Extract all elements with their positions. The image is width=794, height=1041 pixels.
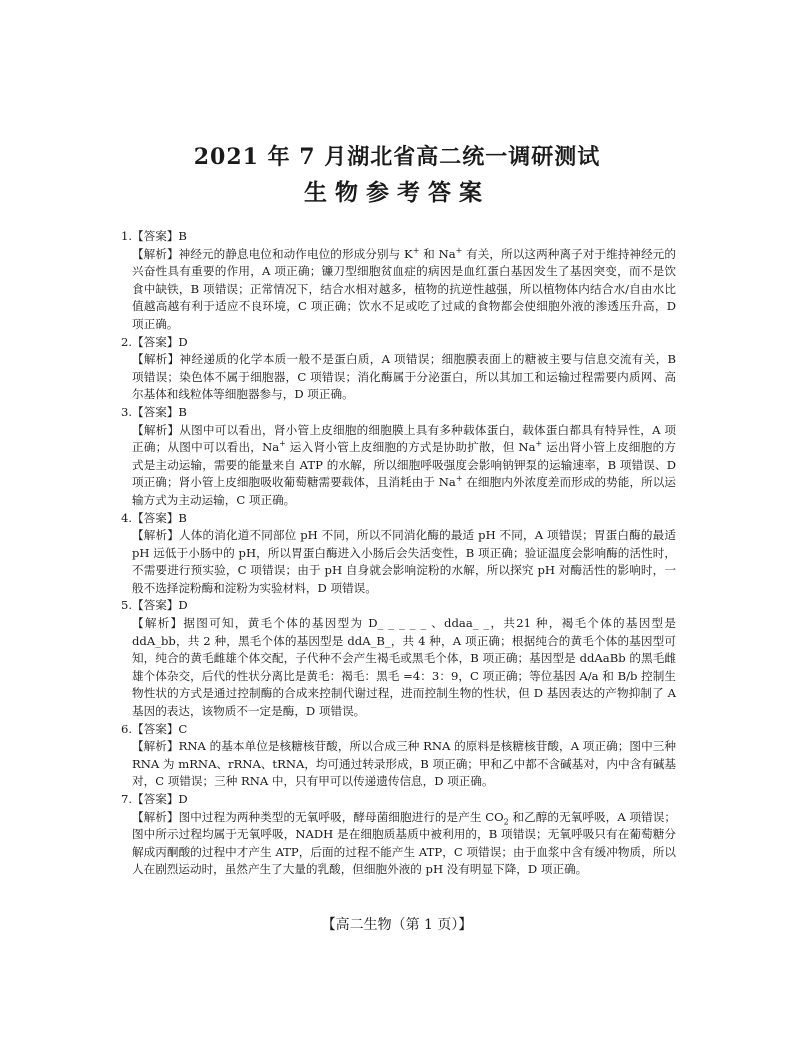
explanation: 【解析】人体的消化道不同部位 pH 不同，所以不同消化酶的最适 pH 不同，A 项错误；胃蛋白酶的最适 pH 远低于小肠中的 pH，所以胃蛋白酶进入小肠后会失活变性，B 项正确；验证温度会影响酶的活性时，不需要进行预实验，C 项错误；由于 pH 自身就会影响淀粉的水解，所以探究 pH 对酶活性的影响时，一般不选择淀粉酶和淀粉为实验材料，D 项错误。: [132, 528, 676, 595]
answer-line: 7.【答案】D: [121, 792, 188, 806]
answers-list: [121, 228, 676, 879]
answer-line: 1.【答案】B: [121, 229, 187, 243]
answer-line: 4.【答案】B: [121, 510, 187, 525]
question-2: [121, 334, 676, 404]
question-6: [121, 721, 676, 791]
answer-line: 2.【答案】D: [121, 334, 188, 349]
explanation: 【解析】神经元的静息电位和动作电位的形成分别与 K+ 和 Na+ 有关，所以这两种离子对于维持神经元的兴奋性具有重要的作用，A 项正确；镰刀型细胞贫血症的病因是血红蛋白基因发生了基因突变，而不是饮食中缺铁，B 项错误；正常情况下，结合水相对越多，植物的抗逆性越强，所以植物体内结合水/自由水比值越高越有利于适应不良环境，C 项正确；饮水不足或吃了过咸的食物都会使细胞外液的渗透压升高，D 项正确。: [132, 245, 676, 331]
question-7: [121, 791, 676, 879]
answer-line: 5.【答案】D: [121, 598, 188, 613]
page-footer: 【高二生物（第 1 页）】: [321, 917, 473, 933]
question-1: [121, 228, 676, 334]
explanation: 【解析】据图可知，黄毛个体的基因型为 D_ _ _ _ _ 、ddaa_ _，共21 种，褐毛个体的基因型是 ddA_bb，共 2 种，黑毛个体的基因型是 ddA_B_，共 4 种，A 项正确；根据纯合的黄毛个体的基因型可知，纯合的黄毛雌雄个体交配，子代种不会产生褐毛或黑毛个体，B 项正确；基因型是 ddAaBb 的黑毛雌雄个体杂交，后代的性状分离比是黄毛：褐毛：黑毛 =4：3：9，C 项正确；等位基因 A/a 和 B/b 控制生物性状的方式是通过控制酶的合成来控制代谢过程，进而控制生物的性状，但 D 基因表达的产物抑制了 A 基因的表达，该物质不一定是酶，D 项错误。: [132, 616, 676, 719]
explanation: 【解析】神经递质的化学本质一般不是蛋白质，A 项错误；细胞膜表面上的糖被主要与信息交流有关，B 项错误；染色体不属于细胞器，C 项错误；消化酶属于分泌蛋白，所以其加工和运输过程需要内质网、高尔基体和线粒体等细胞器参与，D 项正确。: [132, 352, 676, 402]
page-subtitle: 生物参考答案: [304, 179, 490, 206]
question-4: [121, 510, 676, 598]
question-5: [121, 597, 676, 720]
explanation: 【解析】图中过程为两种类型的无氧呼吸，酵母菌细胞进行的是产生 $CO_2$ 和乙醇的无氧呼吸，A 项错误；图中所示过程均属于无氧呼吸，NADH 是在细胞质基质中被利用的，B 项错误；无氧呼吸只有在葡萄糖分解成丙酮酸的过程中才产生 ATP，后面的过程不能产生 ATP，C 项错误；由于血浆中含有缓冲物质，所以人在剧烈运动时，虽然产生了大量的乳酸，但细胞外液的 pH 没有明显下降，D 项正确。: [132, 809, 676, 877]
answer-line: 6.【答案】C: [121, 721, 188, 736]
explanation: 【解析】从图中可以看出，肾小管上皮细胞的细胞膜上具有多种载体蛋白，载体蛋白都具有特异性，A 项正确；从图中可以看出，Na+ 运入肾小管上皮细胞的方式是协助扩散，但 Na+ 运出肾小管上皮细胞的方式是主动运输，需要的能量来自 ATP 的水解，所以细胞呼吸强度会影响钠钾泵的运输速率，B 项错误、D 项正确；肾小管上皮细胞吸收葡萄糖需要载体，且消耗由于 Na+ 在细胞内外浓度差而形成的势能，所以运输方式为主动运输，C 项正确。: [132, 422, 676, 507]
page-title: 2021 年 7 月湖北省高二统一调研测试: [193, 144, 601, 170]
question-3: [121, 404, 676, 510]
explanation: 【解析】RNA 的基本单位是核糖核苷酸，所以合成三种 RNA 的原料是核糖核苷酸，A 项正确；图中三种 RNA 为 mRNA、rRNA、tRNA，均可通过转录形成，B 项正确；甲和乙中都不含碱基对，内中含有碱基对，C 项错误；三种 RNA 中，只有甲可以传递遗传信息，D 项正确。: [132, 739, 676, 789]
answer-line: 3.【答案】B: [121, 404, 187, 419]
